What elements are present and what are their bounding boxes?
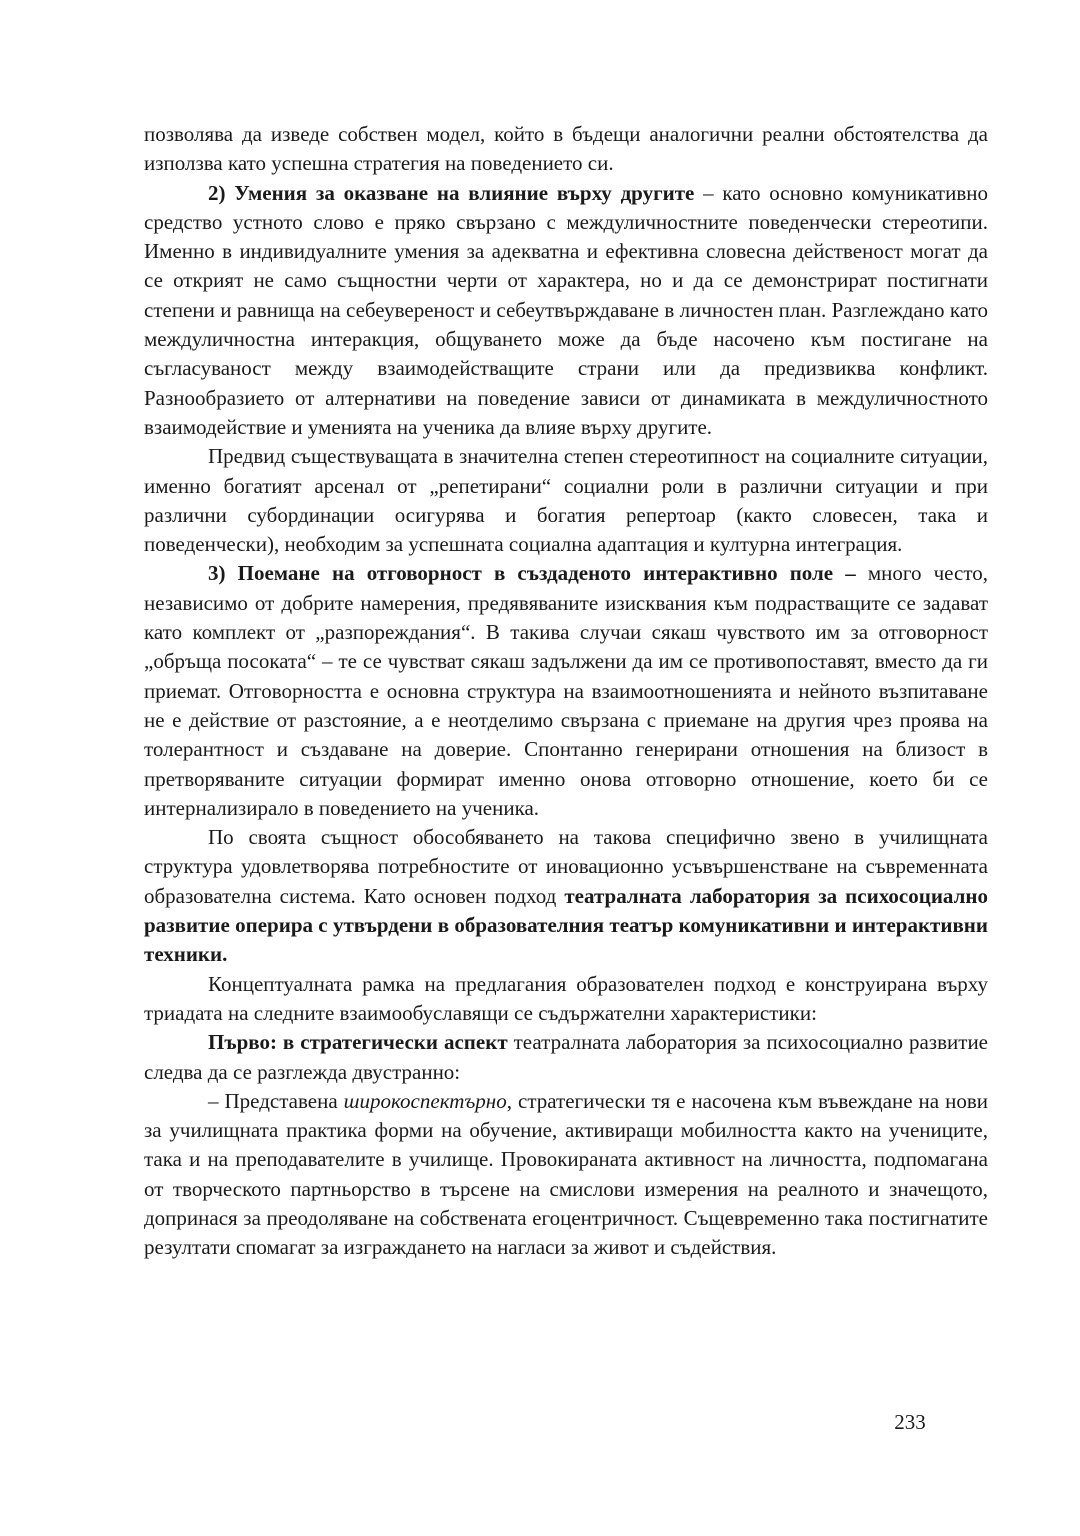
paragraph-1 <box>144 120 988 179</box>
paragraph-4 <box>144 559 988 823</box>
paragraph-2-text: – като основно комуникативно средство устното слово е пряко свързано с междуличностните поведенчески стереотипи. Именно в индивидуалните умения за адекватна и ефективна словесна действеност могат да се открият не само същностни черти от характера, но и да се демонстрират постигнати степени и равнища на себеувереност и себеутвърждаване в личностен план. Разглеждано като междуличностна интеракция, общуването може да бъде насочено към постигане на съгласуваност между взаимодействащите страни или да предизвиква конфликт. Разнообразието от алтернативи на поведение зависи от динамиката в междуличностното взаимодействие и уменията на ученика да влияе върху другите. <box>144 180 988 439</box>
paragraph-4-heading: 3) Поемане на отговорност в създаденото интерактивно поле – <box>208 561 856 586</box>
paragraph-1-text: позволява да изведе собствен модел, който в бъдещи аналогични реални обстоятелства да използва като успешна стратегия на поведението си. <box>144 122 988 176</box>
paragraph-5-text: По своята същност обособяването на такова специфично звено в училищната структура удовлетворява потребностите от иновационно усъвършенстване на съвременната образователна система. Като основен подход <box>144 825 988 908</box>
paragraph-6 <box>144 970 988 1029</box>
paragraph-8 <box>144 1087 988 1263</box>
paragraph-2 <box>144 179 988 443</box>
paragraph-7-heading: Първо: в стратегически аспект <box>208 1030 508 1055</box>
paragraph-4-text: много често, независимо от добрите намерения, предявяваните изисквания към подрастващите се задават като комплект от „разпореждания“. В такива случаи сякаш чувството им за отговорност „обръща посоката“ – те се чувстват сякаш задължени да им се противопоставят, вместо да ги приемат. Отговорността е основна структура на взаимоотношенията и нейното възпитаване не е действие от разстояние, а е неотделимо свързана с приемане на другия чрез проява на толерантност и създаване на доверие. Спонтанно генерирани отношения на близост в претворяваните ситуации формират именно онова отговорно отношение, което би се интернализирало в поведението на ученика. <box>144 561 988 820</box>
paragraph-3-text: Предвид съществуващата в значителна степен стереотипност на социалните ситуации, именно богатият арсенал от „репетирани“ социални роли в различни ситуации и при различни субординации осигурява и богатия репертоар (както словесен, така и поведенчески), необходим за успешната социална адаптация и културна интеграция. <box>144 444 988 557</box>
paragraph-6-text: Концептуалната рамка на предлагания образователен подход е конструирана върху триадата на следните взаимообуславящи се съдържателни характеристики: <box>144 971 988 1025</box>
paragraph-3 <box>144 442 988 559</box>
page-number: 233 <box>894 1410 926 1434</box>
paragraph-7 <box>144 1028 988 1087</box>
paragraph-2-heading: 2) Умения за оказване на влияние върху другите <box>208 180 695 205</box>
paragraph-8-italic-term: широкоспектърно <box>343 1088 507 1113</box>
paragraph-8-text-start: – Представена <box>208 1088 344 1113</box>
paragraph-7-text: театралната лаборатория за психосоциално развитие следва да се разглежда двустранно: <box>144 1030 988 1084</box>
paragraph-5-emphasis: театралната лаборатория за психосоциално развитие оперира с утвърдени в образователния театър комуникативни и интерактивни техники. <box>144 883 988 967</box>
page-body <box>144 120 988 1263</box>
paragraph-8-text-rest: , стратегически тя е насочена към въвеждане на нови за училищната практика форми на обучение, активиращи мобилността както на учениците, така и на преподавателите в училище. Провокираната активност на личността, подпомагана от творческото партньорство в търсене на смислови измерения на реалното и значещото, допринася за преодоляване на собствената егоцентричност. Същевременно така постигнатите резултати спомагат за изграждането на нагласи за живот и съдействия. <box>144 1088 988 1260</box>
paragraph-5 <box>144 823 988 969</box>
